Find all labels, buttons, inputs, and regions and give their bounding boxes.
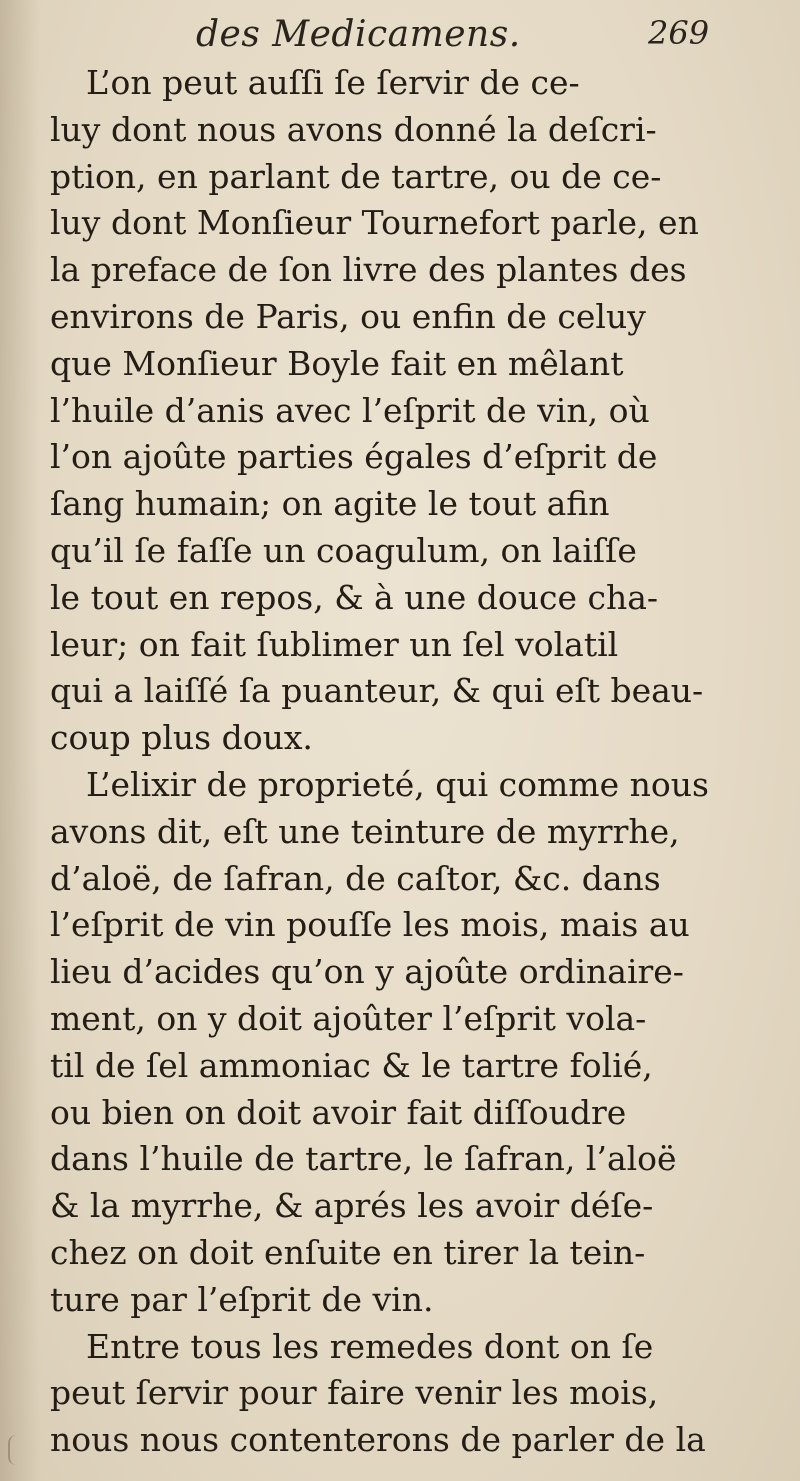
paper-mark: [8, 1435, 24, 1465]
text-line: & la myrrhe, & aprés les avoir déſe-: [50, 1186, 654, 1226]
text-line: L’elixir de proprieté, qui comme nous: [86, 764, 709, 804]
text-line: la preface de ſon livre des plantes des: [50, 250, 687, 290]
binding-shadow: [0, 0, 40, 1481]
text-line: dans l’huile de tartre, le ſafran, l’aloë: [50, 1139, 677, 1179]
text-line: nous nous contenterons de parler de la: [50, 1420, 706, 1460]
text-line: peut ſervir pour faire venir les mois,: [50, 1373, 659, 1413]
text-line: environs de Paris, ou enfin de celuy: [50, 296, 646, 336]
text-line: ture par l’eſprit de vin.: [50, 1279, 434, 1319]
text-line: qui a laiſſé ſa puanteur, & qui eſt beau-: [50, 671, 704, 711]
page-number: 269: [648, 14, 710, 52]
running-title: des Medicamens.: [196, 14, 521, 55]
text-line: d’aloë, de ſafran, de caſtor, &c. dans: [50, 858, 661, 898]
text-line: luy dont nous avons donné la deſcri-: [50, 109, 657, 149]
text-line: coup plus doux.: [50, 718, 313, 758]
text-line: lieu d’acides qu’on y ajoûte ordinaire-: [50, 952, 684, 992]
text-line: luy dont Monſieur Tournefort parle, en: [50, 203, 699, 243]
running-head: [0, 8, 800, 60]
text-line: ption, en parlant de tartre, ou de ce-: [50, 156, 662, 196]
text-line: l’on ajoûte parties égales d’eſprit de: [50, 437, 658, 477]
text-line: le tout en repos, & à une douce cha-: [50, 577, 659, 617]
text-line: avons dit, eſt une teinture de myrrhe,: [50, 811, 680, 851]
text-line: Entre tous les remedes dont on ſe: [86, 1326, 654, 1366]
text-line: que Monſieur Boyle fait en mêlant: [50, 343, 624, 383]
text-line: leur; on fait ſublimer un ſel volatil: [50, 624, 619, 664]
text-line: ment, on y doit ajoûter l’eſprit vola-: [50, 998, 647, 1038]
body-text: [50, 60, 770, 1464]
text-line: L’on peut auſſi ſe ſervir de ce-: [86, 63, 580, 102]
text-line: l’huile d’anis avec l’eſprit de vin, où: [50, 390, 650, 430]
text-line: qu’il ſe faſſe un coagulum, on laiſſe: [50, 530, 637, 570]
text-line: l’eſprit de vin pouſſe les mois, mais au: [50, 905, 690, 945]
text-line: til de ſel ammoniac & le tartre folié,: [50, 1045, 653, 1085]
text-line: chez on doit enſuite en tirer la tein-: [50, 1232, 646, 1272]
text-line: ſang humain; on agite le tout afin: [50, 484, 610, 524]
text-line: ou bien on doit avoir fait diſſoudre: [50, 1092, 627, 1132]
